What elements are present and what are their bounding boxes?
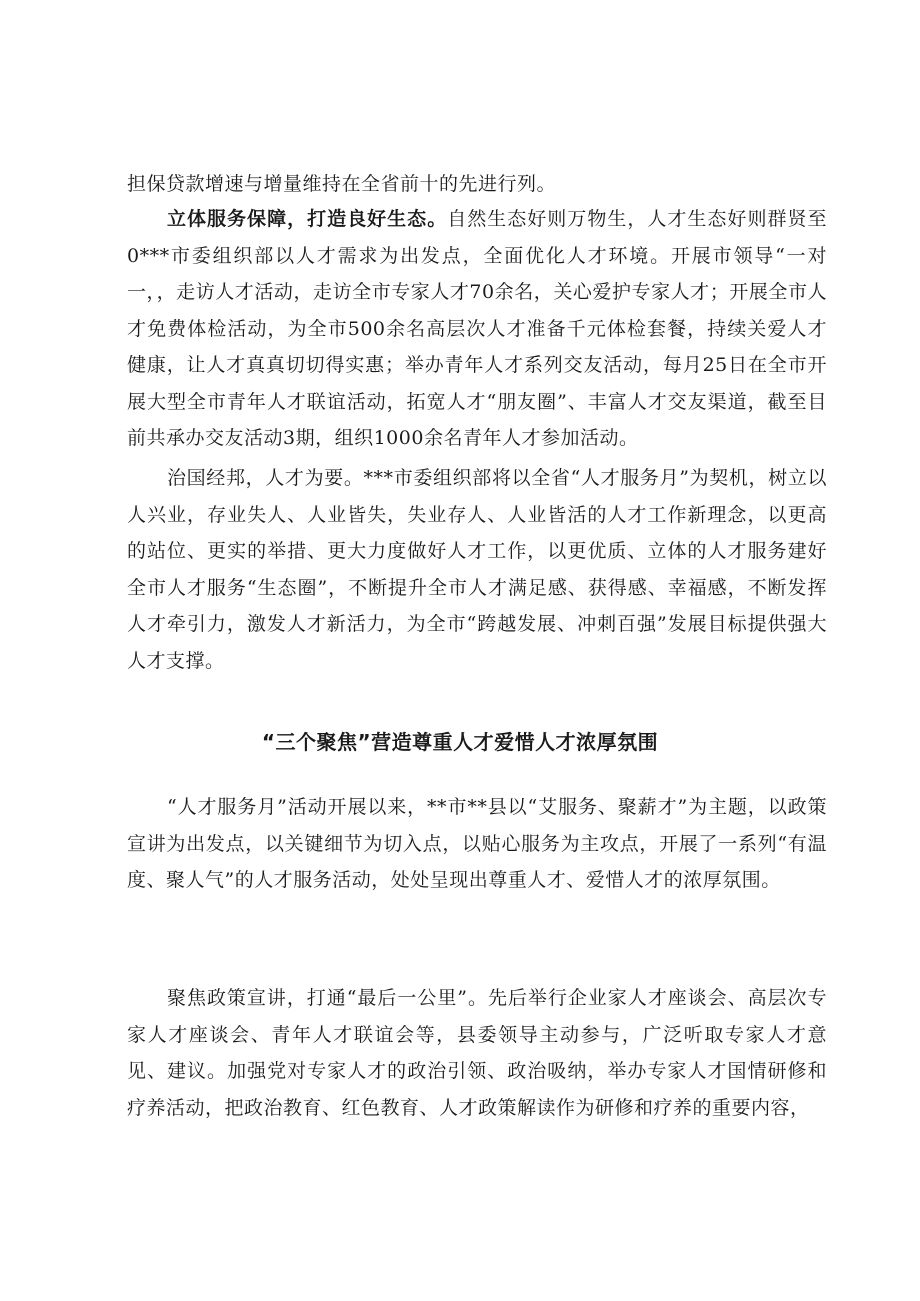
article-title: “三个聚焦”营造尊重人才爱惜人才浓厚氛围 (261, 730, 659, 754)
conclusion-paragraph: 治国经邦，人才为要。***市委组织部将以全省“人才服务月”为契机，树立以人兴业，存业失人、人业皆失，失业存人、人业皆活的人才工作新理念，以更高的站位、更实的举措、更大力度做好人才工作，以更优质、立体的人才服务建好全市人才服务“生态圈”，不断提升全市人才满足感、获得感、幸福感，不断发挥人才牵引力，激发人才新活力，为全市“跨越发展、冲刺百强”发展目标提供强大人才支撑。 (127, 467, 827, 672)
focus-policy-paragraph: 聚焦政策宣讲，打通“最后一公里”。先后举行企业家人才座谈会、高层次专家人才座谈会、青年人才联谊会等，县委领导主动参与，广泛听取专家人才意见、建议。加强党对专家人才的政治引领、政治吸纳，举办专家人才国情研修和疗养活动，把政治教育、红色教育、人才政策解读作为研修和疗养的重要内容， (127, 987, 827, 1119)
section-paragraph-service-guarantee (127, 201, 827, 457)
continuation-paragraph: 担保贷款增速与增量维持在全省前十的先进行列。 (127, 173, 557, 195)
paragraph-lead-heading: 立体服务保障，打造良好生态。 (167, 208, 448, 230)
article-intro-paragraph: “人才服务月”活动开展以来，**市**县以“艾服务、聚薪才”为主题，以政策宣讲为出发点，以关键细节为切入点，以贴心服务为主攻点，开展了一系列“有温度、聚人气”的人才服务活动，处处呈现出尊重人才、爱惜人才的浓厚氛围。 (127, 796, 827, 891)
paragraph-body: 自然生态好则万物生，人才生态好则群贤至0***市委组织部以人才需求为出发点，全面优化人才环境。开展市领导“一对一，，走访人才活动，走访全市专家人才70余名，关心爱护专家人才；开展全市人才免费体检活动，为全市500余名高层次人才准备千元体检套餐，持续关爱人才健康，让人才真真切切得实惠；举办青年人才系列交友活动，每月25日在全市开展大型全市青年人才联谊活动，拓宽人才“朋友圈”、丰富人才交友渠道，截至目前共承办交友活动3期，组织1000余名青年人才参加活动。 (127, 208, 827, 449)
